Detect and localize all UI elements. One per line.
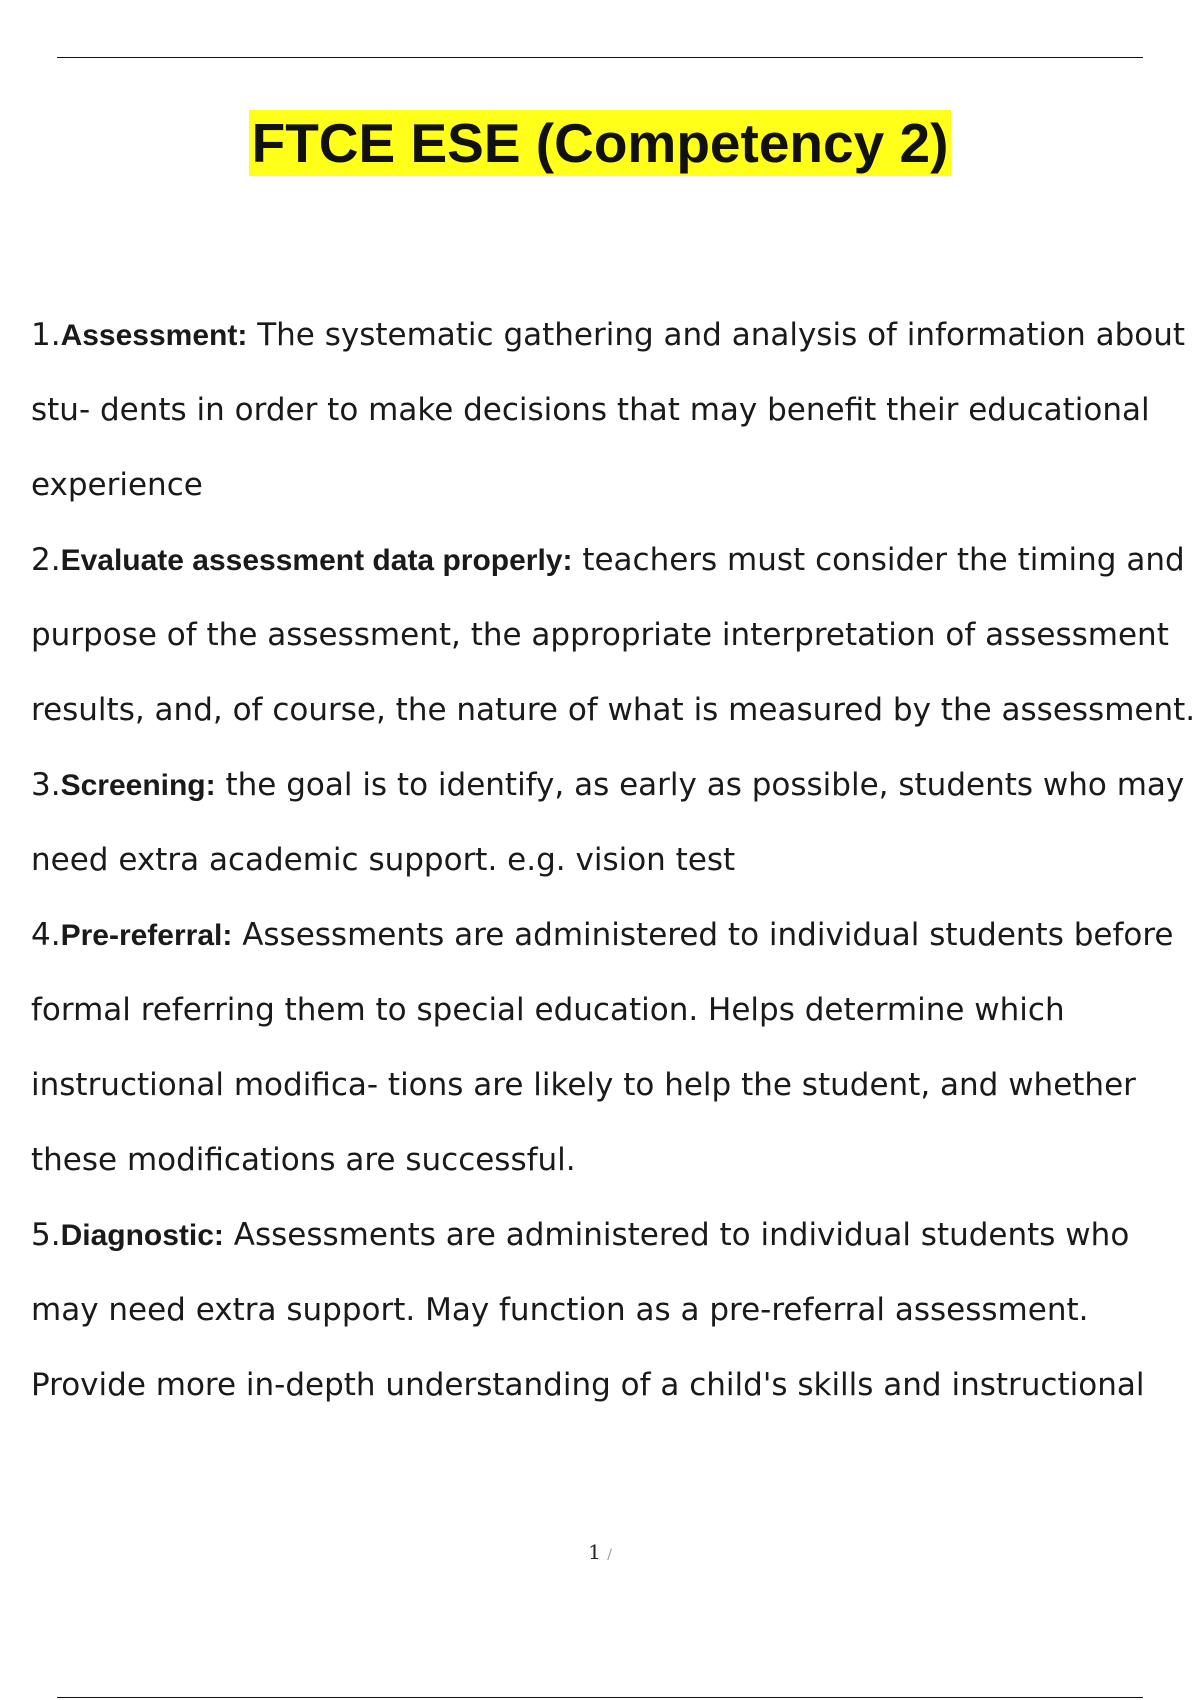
bottom-rule bbox=[57, 1697, 1143, 1698]
item-term: Screening: bbox=[60, 769, 216, 802]
item-definition: teachers must consider the timing and purpose of the assessment, the appropriate interpretation of assessment results, and, of course, the nature of what is measured by the assessment. bbox=[31, 542, 1196, 728]
item-number: 1. bbox=[31, 317, 61, 353]
item-definition: Assessments are administered to individual students before formal referring them to special education. Helps determine which instructional modifica- tions are likely to help the student, and whether these modifications are successful. bbox=[31, 917, 1174, 1178]
top-rule bbox=[57, 57, 1143, 58]
page-number-separator: / bbox=[607, 1547, 612, 1563]
item-number: 4. bbox=[31, 917, 61, 953]
list-item bbox=[31, 1198, 1196, 1423]
list-item bbox=[31, 748, 1196, 898]
item-term: Pre-referral: bbox=[60, 919, 233, 952]
title-container bbox=[0, 110, 1200, 176]
item-number: 2. bbox=[31, 542, 61, 578]
definition-list bbox=[31, 298, 1196, 1423]
item-term: Diagnostic: bbox=[60, 1219, 224, 1252]
item-number: 3. bbox=[31, 767, 61, 803]
list-item bbox=[31, 298, 1196, 523]
page-number-value: 1 bbox=[588, 1540, 601, 1564]
list-item bbox=[31, 523, 1196, 748]
list-item bbox=[31, 898, 1196, 1198]
item-term: Evaluate assessment data properly: bbox=[60, 544, 573, 577]
item-number: 5. bbox=[31, 1217, 61, 1253]
page-number bbox=[0, 1540, 1200, 1564]
item-term: Assessment: bbox=[60, 319, 248, 352]
item-definition: Assessments are administered to individual students who may need extra support. May function as a pre-referral assessment. Provide more in-depth understanding of a child's skills and instructional bbox=[31, 1217, 1145, 1403]
item-definition: The systematic gathering and analysis of information about stu- dents in order to make decisions that may benefit their educational experience bbox=[31, 317, 1186, 503]
page-title: FTCE ESE (Competency 2) bbox=[249, 110, 952, 176]
item-definition: the goal is to identify, as early as possible, students who may need extra academic support. e.g. vision test bbox=[31, 767, 1185, 878]
